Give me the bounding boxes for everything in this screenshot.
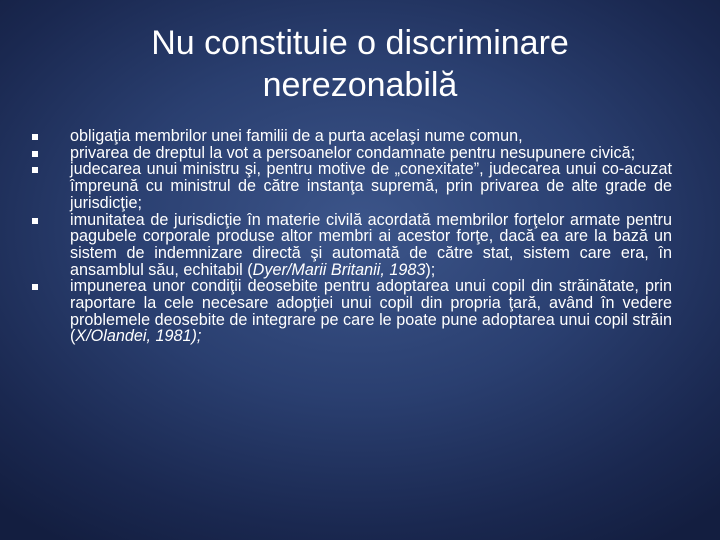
list-item-2 xyxy=(28,145,672,162)
list-item-text: privarea de dreptul la vot a persoanelor condamnate pentru nesupunere civică; xyxy=(70,143,636,162)
title-line-1: Nu constituie o discriminare xyxy=(151,24,569,62)
list-item-4 xyxy=(28,212,672,279)
case-citation: Dyer/Marii Britanii, 1983 xyxy=(252,260,426,279)
list-item-1 xyxy=(28,128,672,145)
list-item-body: impunerea unor condiţii deosebite pentru adoptarea unui copil din străinătate, prin raportare la cele necesare adopţiei unui copil din propria ţară, având în vedere problemele deosebite de integrare pe care le poate pune adoptarea unui copil străin ( xyxy=(70,277,672,346)
title-line-2: nerezonabilă xyxy=(262,66,458,104)
list-item-text xyxy=(70,212,672,279)
list-item-suffix: ); xyxy=(425,260,436,279)
square-bullet-icon xyxy=(32,284,38,290)
list-item-5 xyxy=(28,278,672,345)
square-bullet-icon xyxy=(32,151,38,157)
square-bullet-icon xyxy=(32,134,38,140)
list-item-body: imunitatea de jurisdicţie în materie civilă acordată membrilor forţelor armate pentru pagubele corporale produse altor membri ai acestor forţe, dacă ea are la bază un sistem de indemnizare directă şi automată de către stat, sistem care era, în ansamblul său, echitabil ( xyxy=(70,210,672,279)
bullet-list xyxy=(28,128,672,345)
list-item-3 xyxy=(28,161,672,211)
square-bullet-icon xyxy=(32,167,38,173)
slide-title xyxy=(60,22,660,106)
list-item-text: obligaţia membrilor unei familii de a purta acelaşi nume comun, xyxy=(70,127,523,145)
case-citation: X/Olandei, 1981); xyxy=(75,327,202,346)
list-item-text: judecarea unui ministru şi, pentru motive de „conexitate”, judecarea unui co-acuzat împreună cu ministrul de către instanţa supremă, prin privarea de alte grade de jurisdicţie; xyxy=(70,160,672,212)
list-item-text xyxy=(70,278,672,345)
square-bullet-icon xyxy=(32,218,38,224)
